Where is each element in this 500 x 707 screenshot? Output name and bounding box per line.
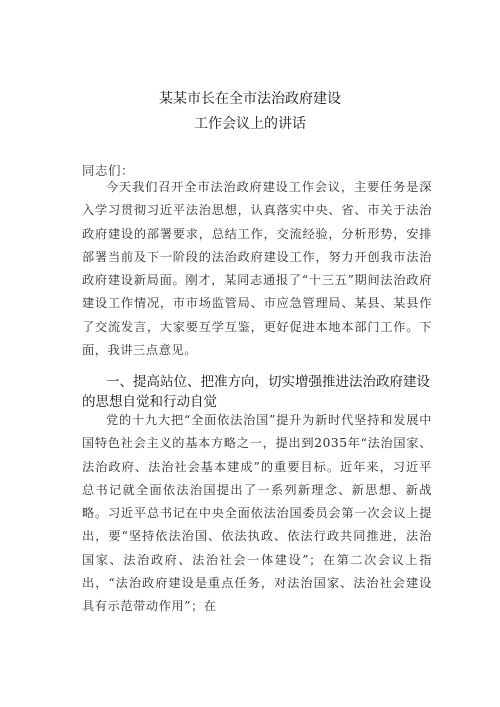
paragraph-section-1: 党的十九大把“全面依法治国”提升为新时代坚持和发展中国特色社会主义的基本方略之一，提出到2035年“法治国家、法治政府、法治社会基本建成”的重要目标。近年来，习近平总书记就全面依法治国提出了一系列新理念、新思想、新战略。习近平总书记在中央全面依法治国委员会第一次会议上提出，要“坚持依法治国、依法执政、依法行政共同推进，法治国家、法治政府、法治社会一体建设”；在第二次会议上指出，“法治政府建设是重点任务，对法治国家、法治社会建设具有示范带动作用”；在 (82, 413, 432, 614)
document-title-line2: 工作会议上的讲话 (194, 116, 306, 132)
section-heading-1: 一、提高站位、把准方向，切实增强推进法治政府建设的思想自觉和行动自觉 (82, 374, 430, 410)
paragraph-intro: 今天我们召开全市法治政府建设工作会议，主要任务是深入学习贯彻习近平法治思想，认真落实中央、省、市关于法治政府建设的部署要求，总结工作，交流经验，分析形势，安排部署当前及下一阶段的法治政府建设工作，努力开创我市法治政府建设新局面。刚才，某同志通报了“十三五”期间法治政府建设工作情况，市市场监管局、市应急管理局、某县、某县作了交流发言，大家要互学互鉴，更好促进本地本部门工作。下面，我讲三点意见。 (82, 180, 432, 358)
document-title-line1: 某某市长在全市法治政府建设 (159, 91, 341, 107)
greeting: 同志们： (82, 163, 135, 178)
